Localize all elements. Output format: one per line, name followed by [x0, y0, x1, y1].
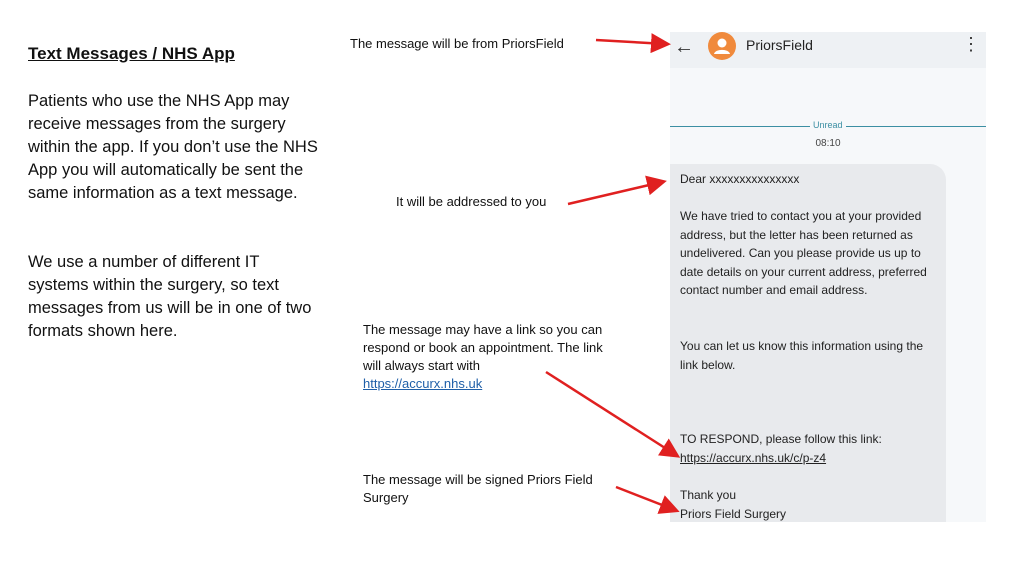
note-link-text: The message may have a link so you can respond or book an appointment. The link will always start with [363, 322, 603, 373]
intro-paragraph: Patients who use the NHS App may receive messages from the surgery within the app. If you don’t use the NHS App you will automatically be sent the same information as a text message. [28, 92, 318, 202]
more-vert-icon[interactable]: ⋮ [962, 34, 980, 54]
arrow-to-link [546, 372, 676, 455]
message-time: 08:10 [815, 138, 841, 149]
note-signed: The message will be signed Priors Field Surgery [363, 472, 593, 505]
systems-paragraph: We use a number of different IT systems within the surgery, so text messages from us will be in one of two formats shown here. [28, 253, 312, 340]
back-arrow-icon[interactable]: ← [674, 36, 694, 58]
note-sender: The message will be from PriorsField [350, 36, 564, 51]
message-info: You can let us know this information using the link below. [680, 339, 924, 372]
message-thanks: Thank you [680, 488, 737, 502]
message-body: We have tried to contact you at your provided address, but the letter has been returned as undelivered. Can you please provide us up to date details on your current address, preferred contact number and email address. [680, 209, 927, 297]
unread-label: Unread [810, 120, 846, 130]
note-addressed: It will be addressed to you [396, 194, 547, 209]
arrow-to-sender [596, 40, 666, 44]
arrow-to-greeting [568, 182, 662, 204]
note-link-url[interactable]: https://accurx.nhs.uk [363, 376, 483, 391]
sender-name: PriorsField [746, 37, 813, 53]
page-title: Text Messages / NHS App [28, 44, 235, 63]
message-signature: Priors Field Surgery [680, 507, 787, 521]
message-greeting: Dear xxxxxxxxxxxxxxx [680, 172, 800, 186]
message-link[interactable]: https://accurx.nhs.uk/c/p-z4 [680, 451, 827, 465]
message-respond: TO RESPOND, please follow this link: [680, 432, 882, 446]
arrow-to-signature [616, 487, 675, 510]
